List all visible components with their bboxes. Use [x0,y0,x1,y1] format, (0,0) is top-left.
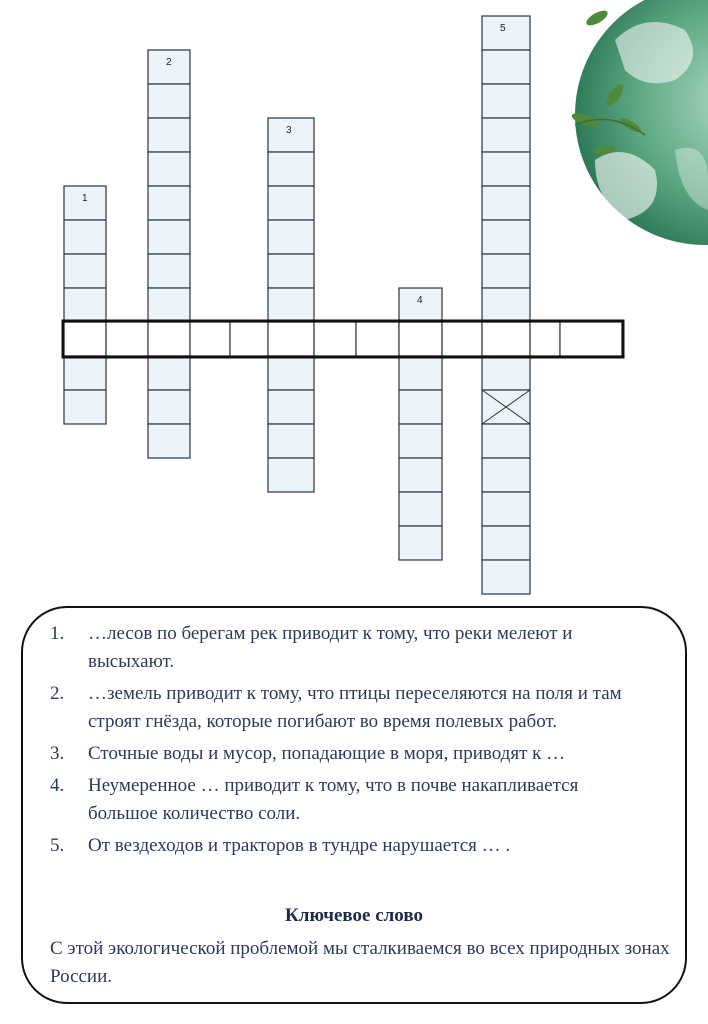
crossword-cell[interactable] [482,220,530,254]
keyword-cell[interactable] [356,322,399,356]
crossword-cell[interactable] [148,390,190,424]
crossword-cell[interactable] [399,424,442,458]
crossword-cell[interactable] [148,220,190,254]
clue-text: От вездеходов и тракторов в тундре нарушается … . [88,835,511,856]
crossword-cell[interactable] [64,288,106,322]
clue-text: …земель приводит к тому, что птицы переселяются на поля и там строят гнёзда, которые погибают во время полевых работ. [88,683,622,732]
crossword-cell[interactable] [268,458,314,492]
keyword-cell[interactable] [148,322,190,356]
keyword-cell[interactable] [442,322,482,356]
crossword-cell[interactable] [399,356,442,390]
crossword-cell[interactable] [148,356,190,390]
crossword-cell[interactable] [482,50,530,84]
crossword-cell[interactable] [268,288,314,322]
green-globe-image [555,0,708,250]
crossword-cell[interactable] [64,220,106,254]
column-number: 3 [286,125,292,136]
clue-number: 2. [50,683,65,704]
keyword-cell[interactable] [268,322,314,356]
crossword-cell[interactable] [148,424,190,458]
keyword-cell[interactable] [190,322,230,356]
clue-4 [50,772,640,828]
crossword-cell[interactable] [399,526,442,560]
crossword-cell[interactable] [482,458,530,492]
crossword-cell[interactable] [64,390,106,424]
clue-text: Неумеренное … приводит к тому, что в почве накапливается большое количество соли. [88,775,579,824]
crossword-cell[interactable] [482,424,530,458]
clue-number: 5. [50,835,65,856]
crossword-cell[interactable] [268,390,314,424]
crossword-cell[interactable] [268,356,314,390]
column-number: 2 [166,57,172,68]
crossword-cell[interactable] [399,390,442,424]
keyword-cell[interactable] [314,322,356,356]
crossword-cell[interactable] [268,424,314,458]
crossword-cell[interactable] [482,16,530,50]
keyword-cell[interactable] [482,322,530,356]
crossword-cell[interactable] [482,526,530,560]
crossword-cell[interactable] [148,254,190,288]
clue-number: 4. [50,775,65,796]
clue-list [50,620,640,864]
clue-1 [50,620,640,676]
clue-number: 1. [50,623,65,644]
crossword-cell[interactable] [148,186,190,220]
crossword-cell[interactable] [268,220,314,254]
column-number: 1 [82,193,88,204]
crossword-cell[interactable] [148,288,190,322]
clue-3 [50,740,640,768]
crossword-cell[interactable] [482,254,530,288]
keyword-heading: Ключевое слово [285,905,423,926]
clue-text: …лесов по берегам рек приводит к тому, что реки мелеют и высыхают. [88,623,573,672]
crossword-cell[interactable] [482,118,530,152]
keyword-cell[interactable] [230,322,268,356]
keyword-description: С этой экологической проблемой мы сталкиваемся во всех природных зонах России. [50,938,670,987]
crossword-cell[interactable] [399,492,442,526]
crossword-cell[interactable] [268,186,314,220]
crossword-cell[interactable] [482,152,530,186]
clue-text: Сточные воды и мусор, попадающие в моря, приводят к … [88,743,566,764]
crossword-cell[interactable] [482,288,530,322]
clue-5 [50,832,640,860]
clue-2 [50,680,640,736]
crossword-cell[interactable] [482,356,530,390]
crossword-cell[interactable] [148,152,190,186]
crossword-cell[interactable] [482,84,530,118]
crossword-cell[interactable] [399,458,442,492]
keyword-cell[interactable] [106,322,148,356]
crossword-cell[interactable] [268,254,314,288]
crossword-cell[interactable] [148,118,190,152]
clue-number: 3. [50,743,65,764]
crossword-cell[interactable] [64,356,106,390]
keyword-cell[interactable] [399,322,442,356]
column-number: 4 [417,295,423,306]
keyword-cell[interactable] [64,322,106,356]
crossword-cell[interactable] [482,186,530,220]
crossword-cell[interactable] [64,254,106,288]
column-number: 5 [500,23,506,34]
keyword-cell[interactable] [560,322,622,356]
crossword-cell[interactable] [482,492,530,526]
crossword-cell[interactable] [268,152,314,186]
crossword-cell[interactable] [148,84,190,118]
keyword-cell[interactable] [530,322,560,356]
crossword-cell[interactable] [482,560,530,594]
